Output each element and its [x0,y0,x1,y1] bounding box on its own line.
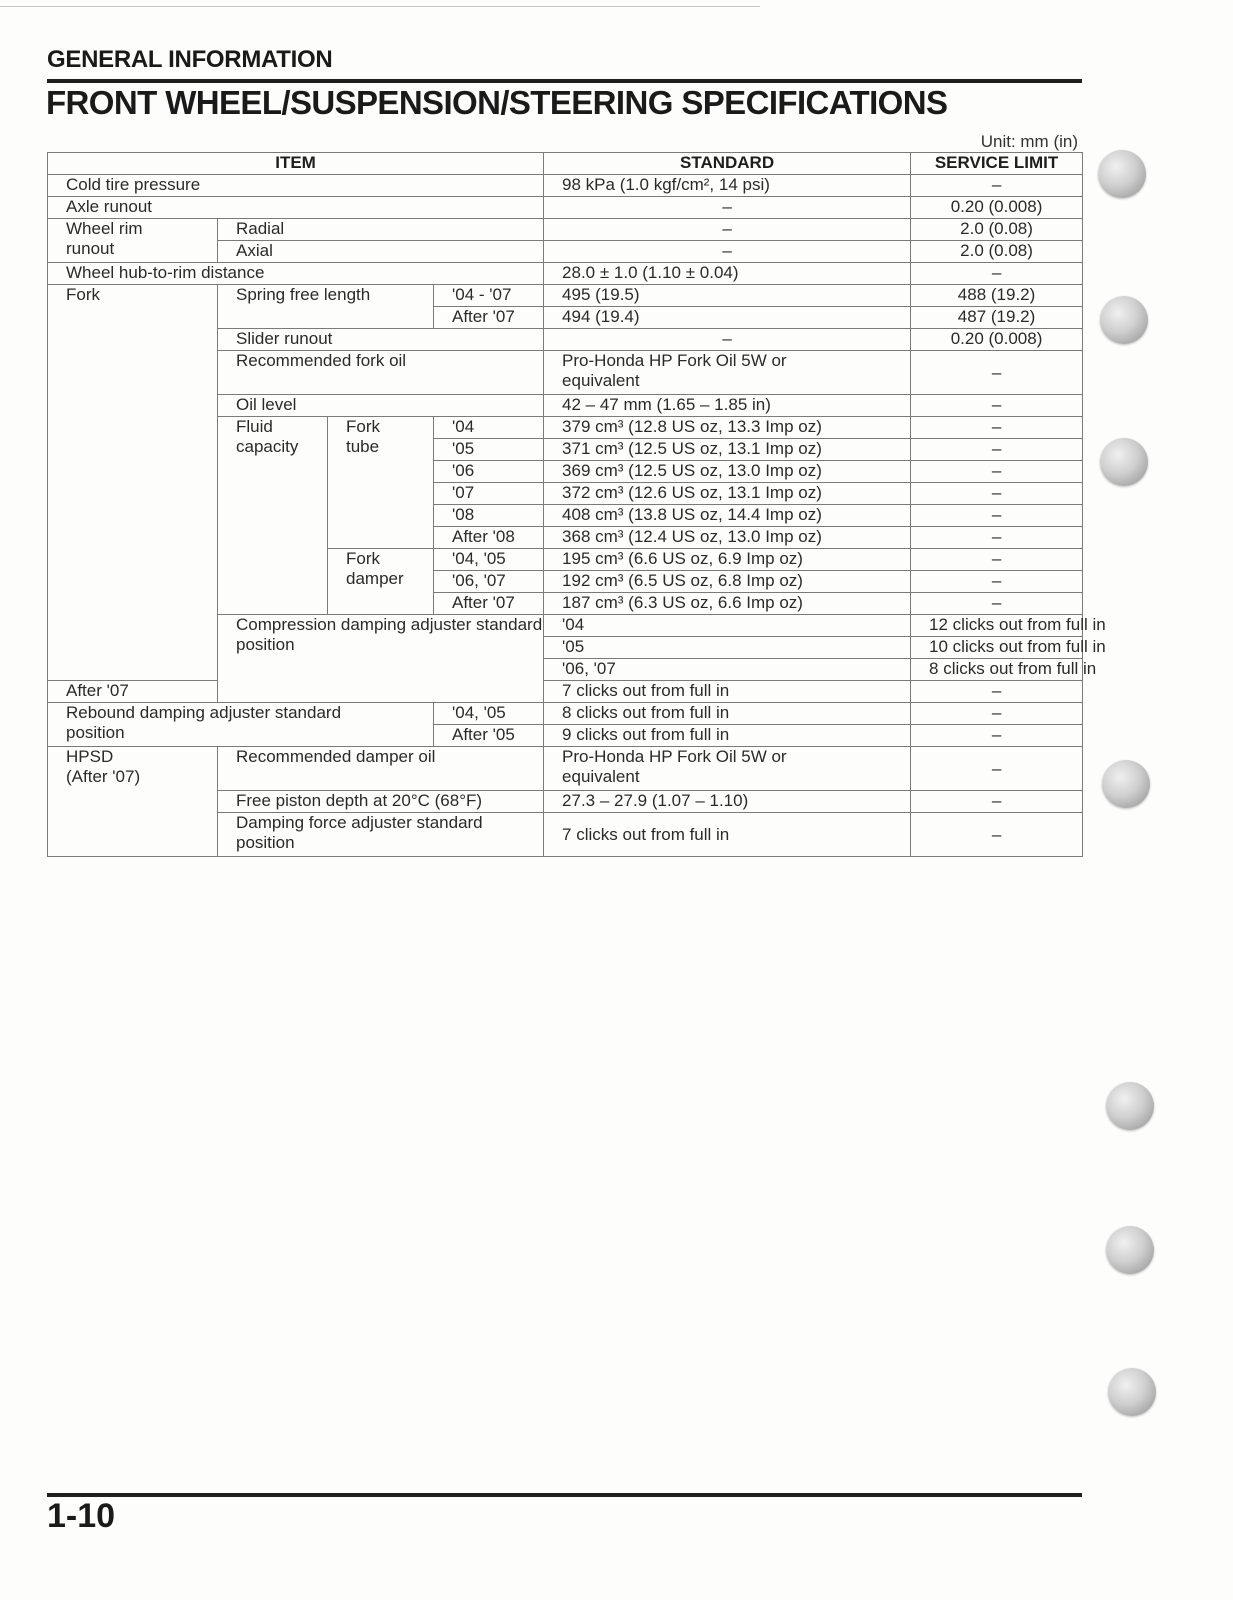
table-row: After '05 9 clicks out from full in – [48,725,1083,747]
table-row: After '08 368 cm³ (12.4 US oz, 13.0 Imp oz) – [48,527,1083,549]
table-row: Oil level 42 – 47 mm (1.65 – 1.85 in) – [48,395,1083,417]
wheel-rim-label: Wheel rim runout [48,219,218,263]
fluid-capacity-label: Fluid capacity [218,417,328,615]
table-row: Slider runout – 0.20 (0.008) [48,329,1083,351]
section-tab-marker [1100,296,1148,344]
section-tab-marker [1102,760,1150,808]
table-row: '05 371 cm³ (12.5 US oz, 13.1 Imp oz) – [48,439,1083,461]
table-row: '05 10 clicks out from full in [48,637,1083,659]
table-row: Cold tire pressure 98 kPa (1.0 kgf/cm², 14 psi) – [48,175,1083,197]
footer-rule [47,1493,1082,1497]
table-row: Axial – 2.0 (0.08) [48,241,1083,263]
table-row: After '07 494 (19.4) 487 (19.2) [48,307,1083,329]
table-row: '08 408 cm³ (13.8 US oz, 14.4 Imp oz) – [48,505,1083,527]
section-tab-marker [1100,438,1148,486]
unit-note: Unit: mm (in) [980,132,1078,151]
table-row: Rebound damping adjuster standard position '04, '05 8 clicks out from full in – [48,703,1083,725]
table-row: Wheel rim runout Radial – 2.0 (0.08) [48,219,1083,241]
table-row: Wheel hub-to-rim distance 28.0 ± 1.0 (1.10 ± 0.04) – [48,263,1083,285]
col-header-service-limit: SERVICE LIMIT [911,153,1083,175]
table-row: Fork Spring free length '04 - '07 495 (19.5) 488 (19.2) [48,285,1083,307]
damping-force-item: Damping force adjuster standard position [218,813,544,857]
table-row: '06 369 cm³ (12.5 US oz, 13.0 Imp oz) – [48,461,1083,483]
table-row: Axle runout – 0.20 (0.008) [48,197,1083,219]
table-row: '06, '07 192 cm³ (6.5 US oz, 6.8 Imp oz) – [48,571,1083,593]
table-row: Fluid capacity Fork tube '04 379 cm³ (12.8 US oz, 13.3 Imp oz) – [48,417,1083,439]
table-row: HPSD (After '07) Recommended damper oil Pro-Honda HP Fork Oil 5W or equivalent – [48,747,1083,791]
section-tab-marker [1108,1368,1156,1416]
page-title: FRONT WHEEL/SUSPENSION/STEERING SPECIFICATIONS [46,84,948,121]
heading-rule [47,79,1082,83]
section-tab-marker [1106,1226,1154,1274]
fork-damper-label: Fork damper [328,549,434,615]
damper-oil-standard: Pro-Honda HP Fork Oil 5W or equivalent [544,747,911,791]
table-row: After '07 7 clicks out from full in – [48,681,1083,703]
header-row [48,153,1083,175]
table-row: '07 372 cm³ (12.6 US oz, 13.1 Imp oz) – [48,483,1083,505]
hpsd-label: HPSD (After '07) [48,747,218,857]
section-label: GENERAL INFORMATION [47,46,333,73]
table-row: '06, '07 8 clicks out from full in [48,659,1083,681]
section-tab-marker [1098,150,1146,198]
col-header-item: ITEM [48,153,544,175]
table-row: Compression damping adjuster standard position '04 12 clicks out from full in [48,615,1083,637]
table-row: Damping force adjuster standard position 7 clicks out from full in – [48,813,1083,857]
fork-label: Fork [48,285,218,681]
spec-table [47,152,1106,857]
table-row: Free piston depth at 20°C (68°F) 27.3 – 27.9 (1.07 – 1.10) – [48,791,1083,813]
col-header-standard: STANDARD [544,153,911,175]
compression-label: Compression damping adjuster standard position [218,615,544,703]
table-row: After '07 187 cm³ (6.3 US oz, 6.6 Imp oz) – [48,593,1083,615]
rebound-label: Rebound damping adjuster standard position [48,703,434,747]
section-tab-marker [1106,1082,1154,1130]
rec-oil-standard: Pro-Honda HP Fork Oil 5W or equivalent [544,351,911,395]
table-row: Fork damper '04, '05 195 cm³ (6.6 US oz, 6.9 Imp oz) – [48,549,1083,571]
fork-tube-label: Fork tube [328,417,434,549]
top-edge-rule [0,6,760,7]
table-row: Recommended fork oil Pro-Honda HP Fork Oil 5W or equivalent – [48,351,1083,395]
page-number: 1-10 [47,1497,116,1535]
